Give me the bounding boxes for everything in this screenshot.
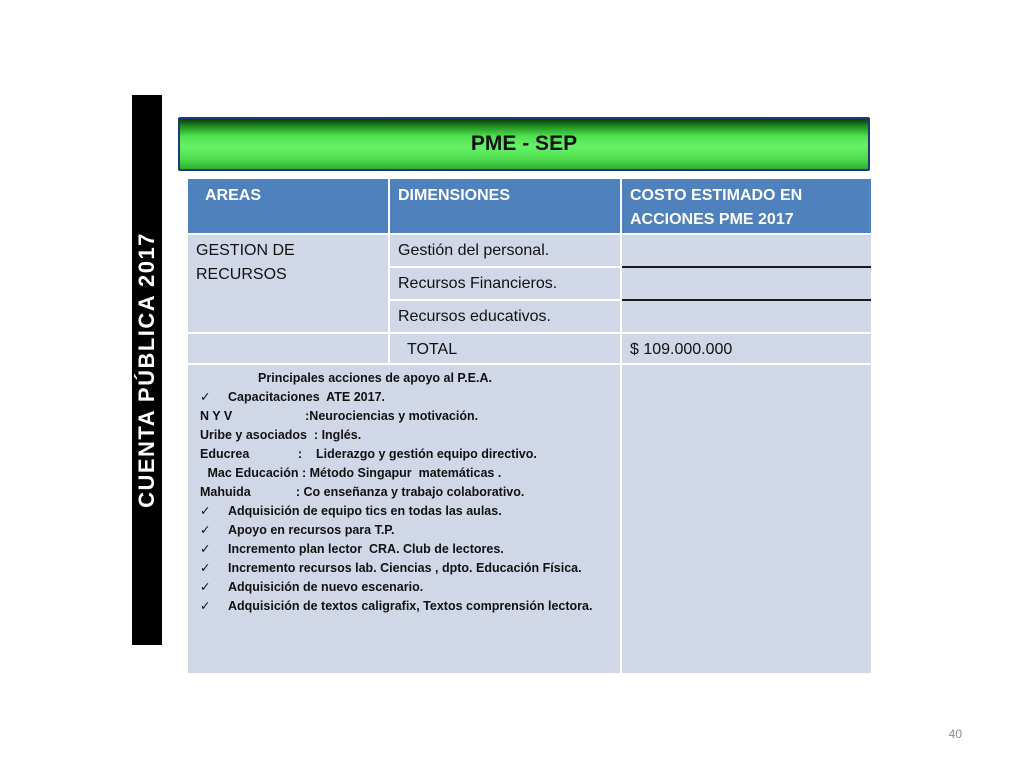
action-item	[196, 388, 614, 407]
action-text: Adquisición de nuevo escenario.	[228, 580, 424, 594]
dimension-row-3: Recursos educativos.	[390, 301, 620, 332]
action-text: Apoyo en recursos para T.P.	[228, 523, 395, 537]
action-text: Mahuida : Co enseñanza y trabajo colaborativo.	[200, 485, 525, 499]
actions-title: Principales acciones de apoyo al P.E.A.	[258, 371, 492, 385]
action-text: Incremento recursos lab. Ciencias , dpto. Educación Física.	[228, 561, 582, 575]
cost-cell-1	[622, 235, 871, 266]
action-text: Adquisición de textos caligrafix, Textos comprensión lectora.	[228, 599, 593, 613]
title-bar	[178, 117, 870, 171]
actions-cost-cell	[622, 365, 871, 673]
header-areas: AREAS	[188, 179, 388, 233]
dimension-row-2: Recursos Financieros.	[390, 268, 620, 299]
cost-cell-3	[622, 301, 871, 332]
header-dimensiones: DIMENSIONES	[390, 179, 620, 233]
dimension-row-1: Gestión del personal.	[390, 235, 620, 266]
action-text: N Y V :Neurociencias y motivación.	[200, 409, 479, 423]
area-cell: GESTION DE RECURSOS	[188, 235, 388, 332]
header-costo: COSTO ESTIMADO EN ACCIONES PME 2017	[622, 179, 871, 233]
side-banner-text: CUENTA PÚBLICA 2017	[134, 232, 159, 508]
checkmark-icon: ✓	[200, 390, 211, 404]
cost-cell-2	[622, 268, 871, 299]
side-banner	[132, 95, 162, 645]
action-item	[196, 426, 614, 445]
action-item	[196, 445, 614, 464]
page-number: 40	[948, 727, 962, 741]
checkmark-icon: ✓	[200, 523, 211, 537]
action-text: Incremento plan lector CRA. Club de lectores.	[228, 542, 504, 556]
total-value: $ 109.000.000	[622, 334, 871, 363]
page-title: PME - SEP	[470, 132, 578, 155]
action-item	[196, 540, 614, 559]
action-item	[196, 502, 614, 521]
action-item	[196, 597, 614, 616]
pme-table	[188, 179, 871, 673]
action-text: Capacitaciones ATE 2017.	[228, 390, 386, 404]
action-item	[196, 559, 614, 578]
action-text: Uribe y asociados : Inglés.	[200, 428, 362, 442]
action-text: Educrea : Liderazgo y gestión equipo directivo.	[200, 447, 537, 461]
action-item	[196, 578, 614, 597]
action-text: Mac Educación : Método Singapur matemáticas .	[204, 466, 502, 480]
checkmark-icon: ✓	[200, 504, 211, 518]
action-item	[196, 407, 614, 426]
checkmark-icon: ✓	[200, 599, 211, 613]
actions-list	[196, 388, 614, 616]
row-divider-1	[622, 266, 871, 268]
checkmark-icon: ✓	[200, 561, 211, 575]
actions-cell	[188, 365, 620, 673]
action-item	[196, 483, 614, 502]
action-item	[196, 464, 614, 483]
action-text: Adquisición de equipo tics en todas las aulas.	[228, 504, 502, 518]
checkmark-icon: ✓	[200, 542, 211, 556]
total-blank-cell	[188, 334, 388, 363]
total-label: TOTAL	[390, 334, 620, 363]
action-item	[196, 521, 614, 540]
checkmark-icon: ✓	[200, 580, 211, 594]
row-divider-2	[622, 299, 871, 301]
